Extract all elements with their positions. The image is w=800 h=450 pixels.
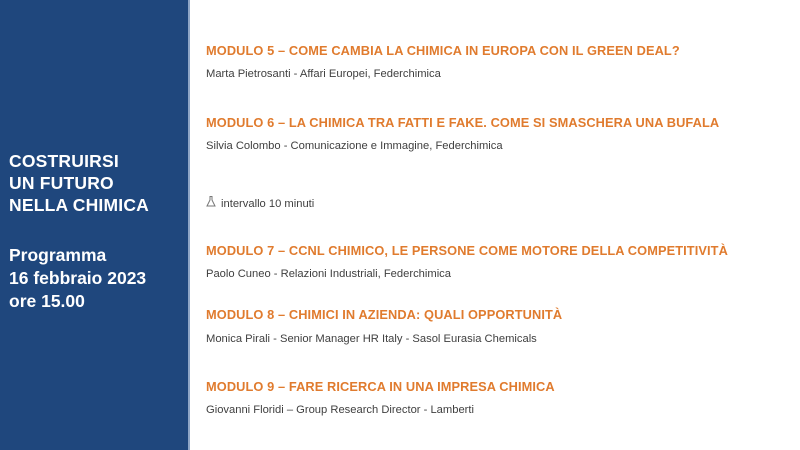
- module-7-speaker: Paolo Cuneo - Relazioni Industriali, Federchimica: [206, 268, 451, 280]
- break-text: intervallo 10 minuti: [221, 198, 315, 210]
- module-7-title: MODULO 7 – CCNL CHIMICO, LE PERSONE COME MOTORE DELLA COMPETITIVITÀ: [206, 243, 728, 258]
- program-label: Programma: [9, 245, 107, 265]
- program-info: [9, 244, 146, 313]
- program-date: 16 febbraio 2023: [9, 268, 147, 288]
- sidebar-panel: [0, 0, 190, 450]
- module-6-speaker: Silvia Colombo - Comunicazione e Immagine, Federchimica: [206, 140, 503, 152]
- program-time: ore 15.00: [9, 291, 85, 311]
- module-6-title: MODULO 6 – LA CHIMICA TRA FATTI E FAKE. COME SI SMASCHERA UNA BUFALA: [206, 115, 720, 130]
- module-5-title: MODULO 5 – COME CAMBIA LA CHIMICA IN EUROPA CON IL GREEN DEAL?: [206, 43, 680, 58]
- event-title: [9, 150, 149, 216]
- schedule-list: [206, 0, 796, 450]
- flask-icon: [206, 196, 218, 210]
- event-title-line: COSTRUIRSI: [9, 151, 119, 171]
- event-title-line: UN FUTURO: [9, 173, 114, 193]
- module-9-speaker: Giovanni Floridi – Group Research Director - Lamberti: [206, 404, 474, 416]
- break-item: [206, 196, 314, 210]
- module-9-title: MODULO 9 – FARE RICERCA IN UNA IMPRESA CHIMICA: [206, 379, 555, 394]
- module-8-title: MODULO 8 – CHIMICI IN AZIENDA: QUALI OPPORTUNITÀ: [206, 307, 563, 322]
- module-8-speaker: Monica Pirali - Senior Manager HR Italy - Sasol Eurasia Chemicals: [206, 333, 537, 345]
- event-title-line: NELLA CHIMICA: [9, 195, 149, 215]
- module-5-speaker: Marta Pietrosanti - Affari Europei, Federchimica: [206, 68, 441, 80]
